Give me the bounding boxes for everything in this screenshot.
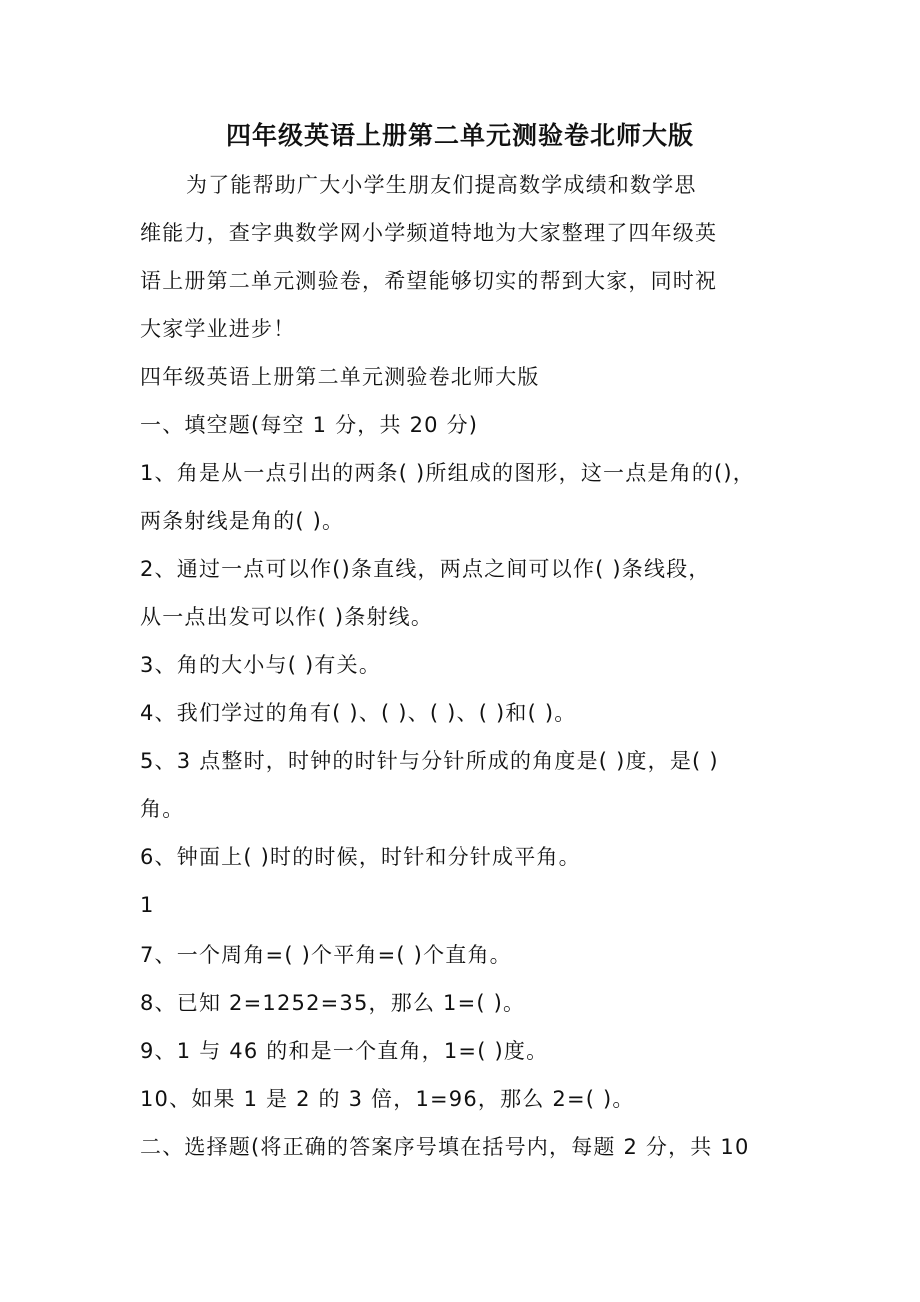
- document-title: 四年级英语上册第二单元测验卷北师大版: [225, 121, 694, 150]
- question-line: 5、3 点整时，时钟的时针与分针所成的角度是( )度，是( ): [140, 749, 719, 773]
- intro-line-4: 大家学业进步！: [140, 317, 296, 341]
- question-line: 从一点出发可以作( )条射线。: [140, 605, 434, 629]
- question-line: 2、通过一点可以作()条直线，两点之间可以作( )条线段，: [140, 557, 711, 581]
- intro-line-2: 维能力，查字典数学网小学频道特地为大家整理了四年级英: [140, 221, 718, 245]
- section-1-heading: 一、填空题(每空 1 分，共 20 分): [140, 413, 479, 437]
- question-line: 角。: [140, 797, 185, 821]
- question-line: 6、钟面上( )时的时候，时针和分针成平角。: [140, 845, 581, 869]
- question-line: 7、一个周角=( )个平角=( )个直角。: [140, 943, 512, 967]
- subtitle: 四年级英语上册第二单元测验卷北师大版: [140, 365, 540, 389]
- page-number: 1: [140, 893, 155, 917]
- question-line: 1、角是从一点引出的两条( )所组成的图形，这一点是角的()，: [140, 461, 756, 485]
- question-line: 10、如果 1 是 2 的 3 倍，1=96，那么 2=( )。: [140, 1087, 635, 1111]
- question-line: 3、角的大小与( )有关。: [140, 653, 382, 677]
- question-line: 9、1 与 46 的和是一个直角，1=( )度。: [140, 1039, 549, 1063]
- question-line: 两条射线是角的( )。: [140, 509, 345, 533]
- intro-line-1: 为了能帮助广大小学生朋友们提高数学成绩和数学思: [186, 173, 697, 197]
- question-line: 8、已知 2=1252=35，那么 1=( )。: [140, 991, 526, 1015]
- question-line: 4、我们学过的角有( )、( )、( )、( )和( )。: [140, 701, 577, 725]
- section-2-heading: 二、选择题(将正确的答案序号填在括号内，每题 2 分，共 10: [140, 1135, 750, 1159]
- intro-line-3: 语上册第二单元测验卷，希望能够切实的帮到大家，同时祝: [140, 269, 718, 293]
